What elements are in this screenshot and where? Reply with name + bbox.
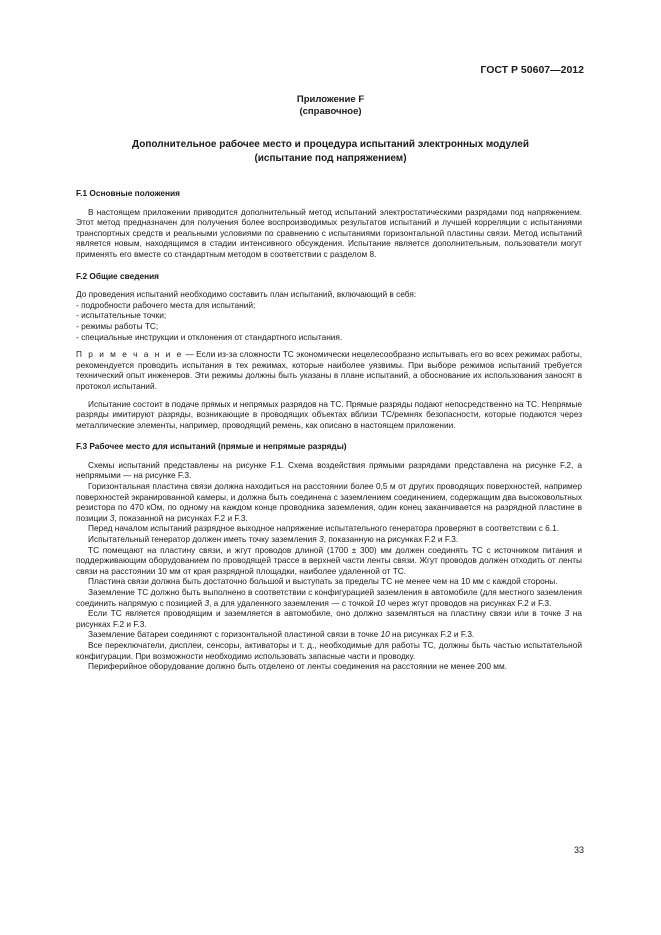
note-paragraph <box>76 349 582 391</box>
section-f2-heading: F.2 Общие сведения <box>76 270 160 281</box>
paragraph: Если ТС является проводящим и заземляется в автомобиле, оно должно заземляться на пластину связи или в точке 3 на рисунках F.2 и F.3. <box>76 608 582 629</box>
section-f2-paragraph: Испытание состоит в подаче прямых и непрямых разрядов на ТС. Прямые разряды подают непосредственно на ТС. Непрямые разряды имитируют разряды, возникающие в проводящих объектах вблизи ТС/ремнях безопасности, которые подаются через металлические элементы, например, проводящий ремень, как описано в настоящем приложении. <box>76 398 582 430</box>
list-item: - режимы работы ТС; <box>76 320 159 331</box>
paragraph: Все переключатели, дисплеи, сенсоры, активаторы и т. д., необходимые для работы ТС, должны быть частью испытательной конфигурации. При возможности необходимо использовать запасные части и проводку. <box>76 639 582 661</box>
paragraph: Пластина связи должна быть достаточно большой и выступать за пределы ТС не менее чем на 10 мм с каждой стороны. <box>88 576 558 587</box>
paragraph: Схемы испытаний представлены на рисунке F.1. Схема воздействия прямыми разрядами представлена на рисунке F.2, а непрямыми — на рисунке F.3. <box>76 459 582 481</box>
document-title-line2: (испытание под напряжением) <box>254 153 407 164</box>
document-title <box>60 138 601 166</box>
paragraph: Заземление ТС должно быть выполнено в соответствии с конфигурацией заземления в автомобиле (для местного заземления соединить напрямую с позицией 3, а для удаленного заземления — с точкой 10 через жгут проводов на рисунках F.2 и F.3. <box>76 587 582 608</box>
section-f3-heading: F.3 Рабочее место для испытаний (прямые и непрямые разряды) <box>76 441 347 452</box>
paragraph: Испытательный генератор должен иметь точку заземления 3, показанную на рисунках F.2 и F.3. <box>88 534 459 545</box>
paragraph: Периферийное оборудование должно быть отделено от ленты соединения на расстоянии не менее 200 мм. <box>88 661 507 672</box>
section-f1-heading: F.1 Основные положения <box>76 188 180 198</box>
paragraph: ТС помещают на пластину связи, и жгут проводов длиной (1700 ± 300) мм должен соединять ТС с источником питания и поддерживающим оборудованием по проводящей трассе в верхней части ленты связи. Жгут проводов должен отходить от ленты связи на расстоянии 10 мм от края разрядной площадки, наиболее удаленной от ТС. <box>76 544 582 576</box>
section-f1-paragraph: В настоящем приложении приводится дополнительный метод испытаний электростатическими разрядами под напряжением. Этот метод предназначен для получения более воспроизводимых результатов испытаний и лучшей корреляции с испытаниями транспортных средств и реальными условиями по сравнению с испытаниями горизонтальной пластины связи. Метод испытаний является новым, находящимся в стадии интенсивного обсуждения. Испытание является дополнительным, пользователи могут применять его вместе со стандартным методом в соответствии с разделом 8. <box>76 206 582 259</box>
standard-code: ГОСТ Р 50607—2012 <box>480 64 584 76</box>
document-title-line1: Дополнительное рабочее место и процедура испытаний электронных модулей <box>131 139 529 150</box>
list-item: - испытательные точки; <box>76 310 167 321</box>
document-body <box>76 188 582 672</box>
annex-subtitle: (справочное) <box>299 106 362 117</box>
paragraph: Перед началом испытаний разрядное выходное напряжение испытательного генератора проверяют в соответствии с 6.1. <box>88 523 560 534</box>
annex-title: Приложение F <box>296 94 365 105</box>
note-label: П р и м е ч а н и е <box>76 349 184 360</box>
section-f2-intro: До проведения испытаний необходимо составить план испытаний, включающий в себя: <box>76 289 417 300</box>
list-item: - специальные инструкции и отклонения от стандартного испытания. <box>76 331 343 342</box>
list-item: - подробности рабочего места для испытаний; <box>76 299 256 310</box>
note-text: — Если из-за сложности ТС экономически нецелесообразно испытывать его во всех режимах работы, рекомендуется проводить испытания в тех режимах, которые наиболее уязвимы. При выборе режимов испытаний требуется технический опыт инженеров. Эти режимы должны быть указаны в плане испытаний, а обоснование их использования заносят в протокол испытаний. <box>76 349 583 391</box>
paragraph: Горизонтальная пластина связи должна находиться на расстоянии более 0,5 м от других проводящих поверхностей, например поверхностей экранированной камеры, и должна быть соединена с заземлением соединением, содержащим два высоковольтных резистора по 470 кОм, по одному на каждом конце проводника заземления, один конец заканчивается на разрядной пластине в позиции 3, показанной на рисунках F.2 и F.3. <box>76 481 582 523</box>
paragraph: Заземление батареи соединяют с горизонтальной пластиной связи в точке 10 на рисунках F.2 и F.3. <box>88 629 475 640</box>
page-number: 33 <box>573 845 584 855</box>
